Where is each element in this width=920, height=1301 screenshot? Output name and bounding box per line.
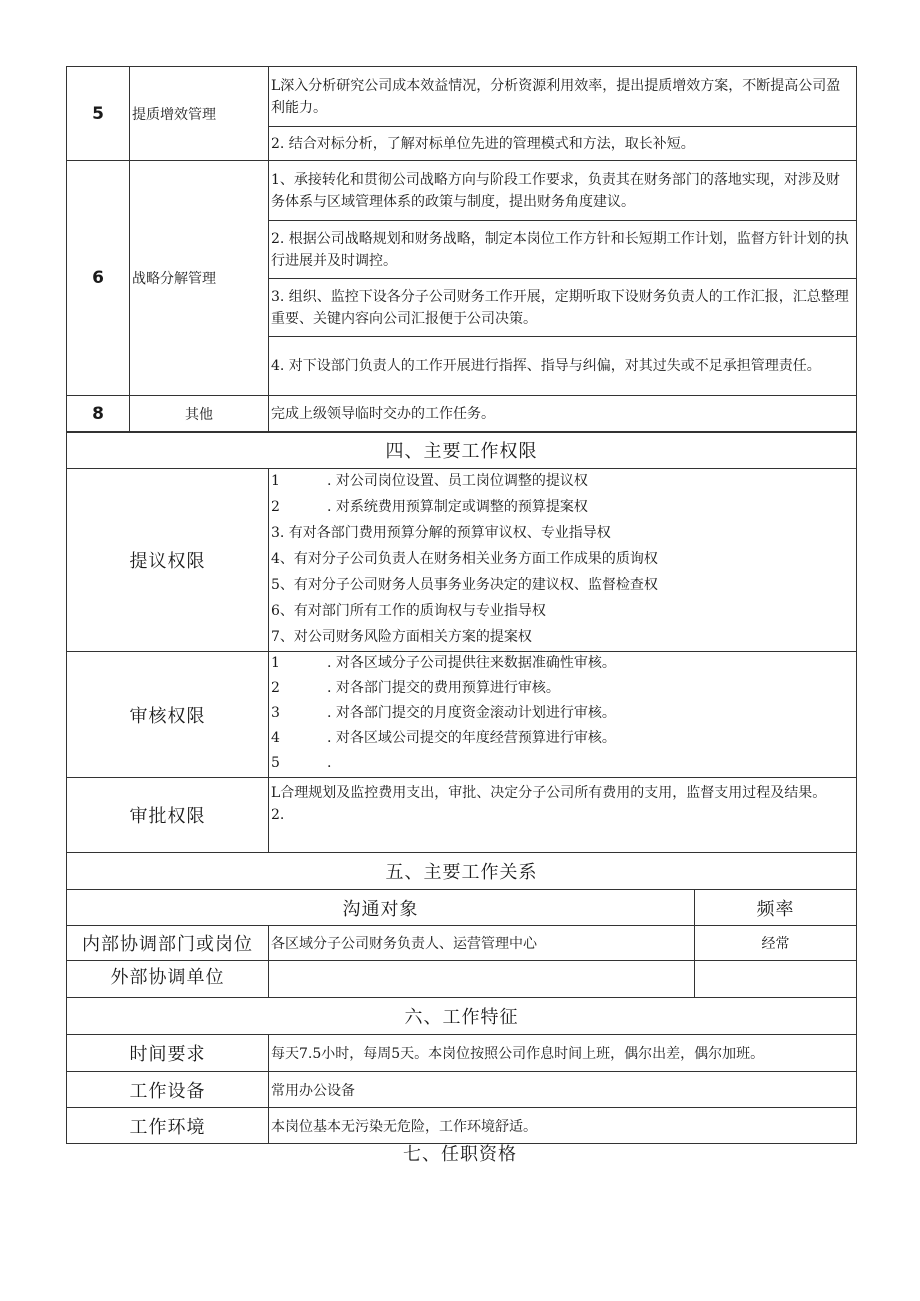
review-authority-label: 审核权限 xyxy=(67,652,269,778)
approval-authority-label: 审批权限 xyxy=(67,778,269,853)
review-authority-list: 1 . 对各区域分子公司提供往来数据准确性审核。 2 . 对各部门提交的费用预算进行审核。 3 . 对各部门提交的月度资金滚动计划进行审核。 4 . 对各区域公司提交的年度经营预算进行审核。 5 . xyxy=(269,652,857,778)
feature-label: 工作环境 xyxy=(67,1108,269,1144)
column-header-frequency: 频率 xyxy=(695,890,857,926)
duty-number: 5 xyxy=(67,67,130,161)
duty-number: 6 xyxy=(67,161,130,396)
duties-table xyxy=(66,66,857,433)
section-title: 七、任职资格 xyxy=(403,1144,517,1165)
feature-value: 本岗位基本无污染无危险，工作环境舒适。 xyxy=(269,1108,857,1144)
list-item: 6、有对部门所有工作的质询权与专业指导权 xyxy=(271,603,546,619)
list-item: 7、对公司财务风险方面相关方案的提案权 xyxy=(271,629,532,645)
proposal-authority-label: 提议权限 xyxy=(67,469,269,652)
proposal-authority-list: 1 . 对公司岗位设置、员工岗位调整的提议权 2 . 对系统费用预算制定或调整的预算提案权 3. 有对各部门费用预算分解的预算审议权、专业指导权 4、有对分子公司负责人在财务相关业务方面工作成果的质询权 5、有对分子公司财务人员事务业务决定的建议权、监督检查权 6、有对部门所有工作的质询权与专业指导权 7、对公司财务风险方面相关方案的提案权 xyxy=(269,469,857,652)
duty-item: 2. 根据公司战略规划和财务战略，制定本岗位工作方针和长短期工作计划，监督方针计划的执行进展并及时调控。 xyxy=(269,221,857,279)
section-title: 五、主要工作关系 xyxy=(67,853,857,890)
duty-item: 完成上级领导临时交办的工作任务。 xyxy=(269,396,857,433)
duty-item: 2. 结合对标分析，了解对标单位先进的管理模式和方法，取长补短。 xyxy=(269,127,857,161)
duty-number: 8 xyxy=(67,396,130,433)
relation-label: 内部协调部门或岗位 xyxy=(67,926,269,961)
list-item: L合理规划及监控费用支出，审批、决定分子公司所有费用的支用，监督支用过程及结果。 xyxy=(271,785,827,801)
relation-object: 各区域分子公司财务负责人、运营管理中心 xyxy=(269,926,695,961)
relation-frequency xyxy=(695,961,857,998)
list-item: . 对各区域分子公司提供往来数据准确性审核。 xyxy=(327,655,616,671)
list-item: . xyxy=(327,755,332,771)
duty-item: L深入分析研究公司成本效益情况，分析资源利用效率，提出提质增效方案，不断提高公司盈利能力。 xyxy=(269,67,857,127)
column-header-object: 沟通对象 xyxy=(67,890,695,926)
list-item: . 对系统费用预算制定或调整的预算提案权 xyxy=(327,499,588,515)
duty-item: 3. 组织、监控下设各分子公司财务工作开展，定期听取下设财务负责人的工作汇报，汇总整理重要、关键内容向公司汇报便于公司决策。 xyxy=(269,279,857,337)
relation-label: 外部协调单位 xyxy=(67,961,269,998)
list-item: 5、有对分子公司财务人员事务业务决定的建议权、监督检查权 xyxy=(271,577,658,593)
feature-value: 常用办公设备 xyxy=(269,1072,857,1108)
list-item: . 对各区域公司提交的年度经营预算进行审核。 xyxy=(327,730,616,746)
section-title: 四、主要工作权限 xyxy=(67,432,857,469)
list-item: 3. 有对各部门费用预算分解的预算审议权、专业指导权 xyxy=(271,525,611,541)
duty-item: 1、承接转化和贯彻公司战略方向与阶段工作要求，负责其在财务部门的落地实现，对涉及财务体系与区域管理体系的政策与制度，提出财务角度建议。 xyxy=(269,161,857,221)
relation-frequency: 经常 xyxy=(695,926,857,961)
feature-value: 每天7.5小时，每周5天。本岗位按照公司作息时间上班，偶尔出差，偶尔加班。 xyxy=(269,1035,857,1072)
section-title: 六、工作特征 xyxy=(67,998,857,1035)
list-item: . 对各部门提交的月度资金滚动计划进行审核。 xyxy=(327,705,616,721)
duty-name: 提质增效管理 xyxy=(130,67,269,161)
list-item: . 对公司岗位设置、员工岗位调整的提议权 xyxy=(327,473,588,489)
duty-item: 4. 对下设部门负责人的工作开展进行指挥、指导与纠偏，对其过失或不足承担管理责任。 xyxy=(269,337,857,396)
approval-authority-list xyxy=(269,778,857,853)
feature-label: 时间要求 xyxy=(67,1035,269,1072)
list-item: . 对各部门提交的费用预算进行审核。 xyxy=(327,680,560,696)
authority-table xyxy=(66,431,857,1144)
list-item: 2. xyxy=(271,807,285,823)
duty-name: 战略分解管理 xyxy=(130,161,269,396)
list-item: 4、有对分子公司负责人在财务相关业务方面工作成果的质询权 xyxy=(271,551,658,567)
duty-name: 其他 xyxy=(130,396,269,433)
relation-object xyxy=(269,961,695,998)
feature-label: 工作设备 xyxy=(67,1072,269,1108)
